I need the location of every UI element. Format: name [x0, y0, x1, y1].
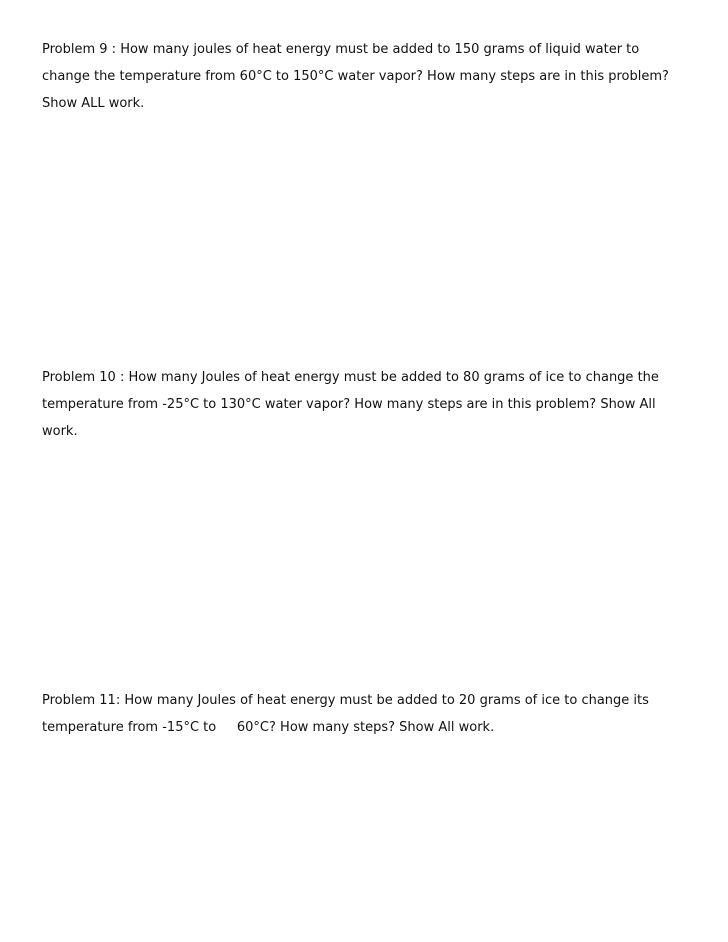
problem-9-line-3: Show ALL work.	[42, 96, 145, 111]
problem-10-line-3: work.	[42, 424, 78, 439]
problem-9	[42, 36, 682, 117]
problem-9-line-1: Problem 9 : How many joules of heat energy must be added to 150 grams of liquid water to	[42, 42, 640, 57]
problem-10	[42, 364, 682, 445]
problem-11-line-2: temperature from -15°C to 60°C? How many steps? Show All work.	[42, 720, 495, 735]
problem-10-line-1: Problem 10 : How many Joules of heat energy must be added to 80 grams of ice to change the	[42, 370, 659, 385]
problem-11	[42, 687, 682, 741]
problem-11-line-1: Problem 11: How many Joules of heat energy must be added to 20 grams of ice to change its	[42, 693, 649, 708]
problem-9-line-2: change the temperature from 60°C to 150°C water vapor? How many steps are in this problem?	[42, 69, 669, 84]
problem-10-line-2: temperature from -25°C to 130°C water vapor? How many steps are in this problem? Show All	[42, 397, 656, 412]
